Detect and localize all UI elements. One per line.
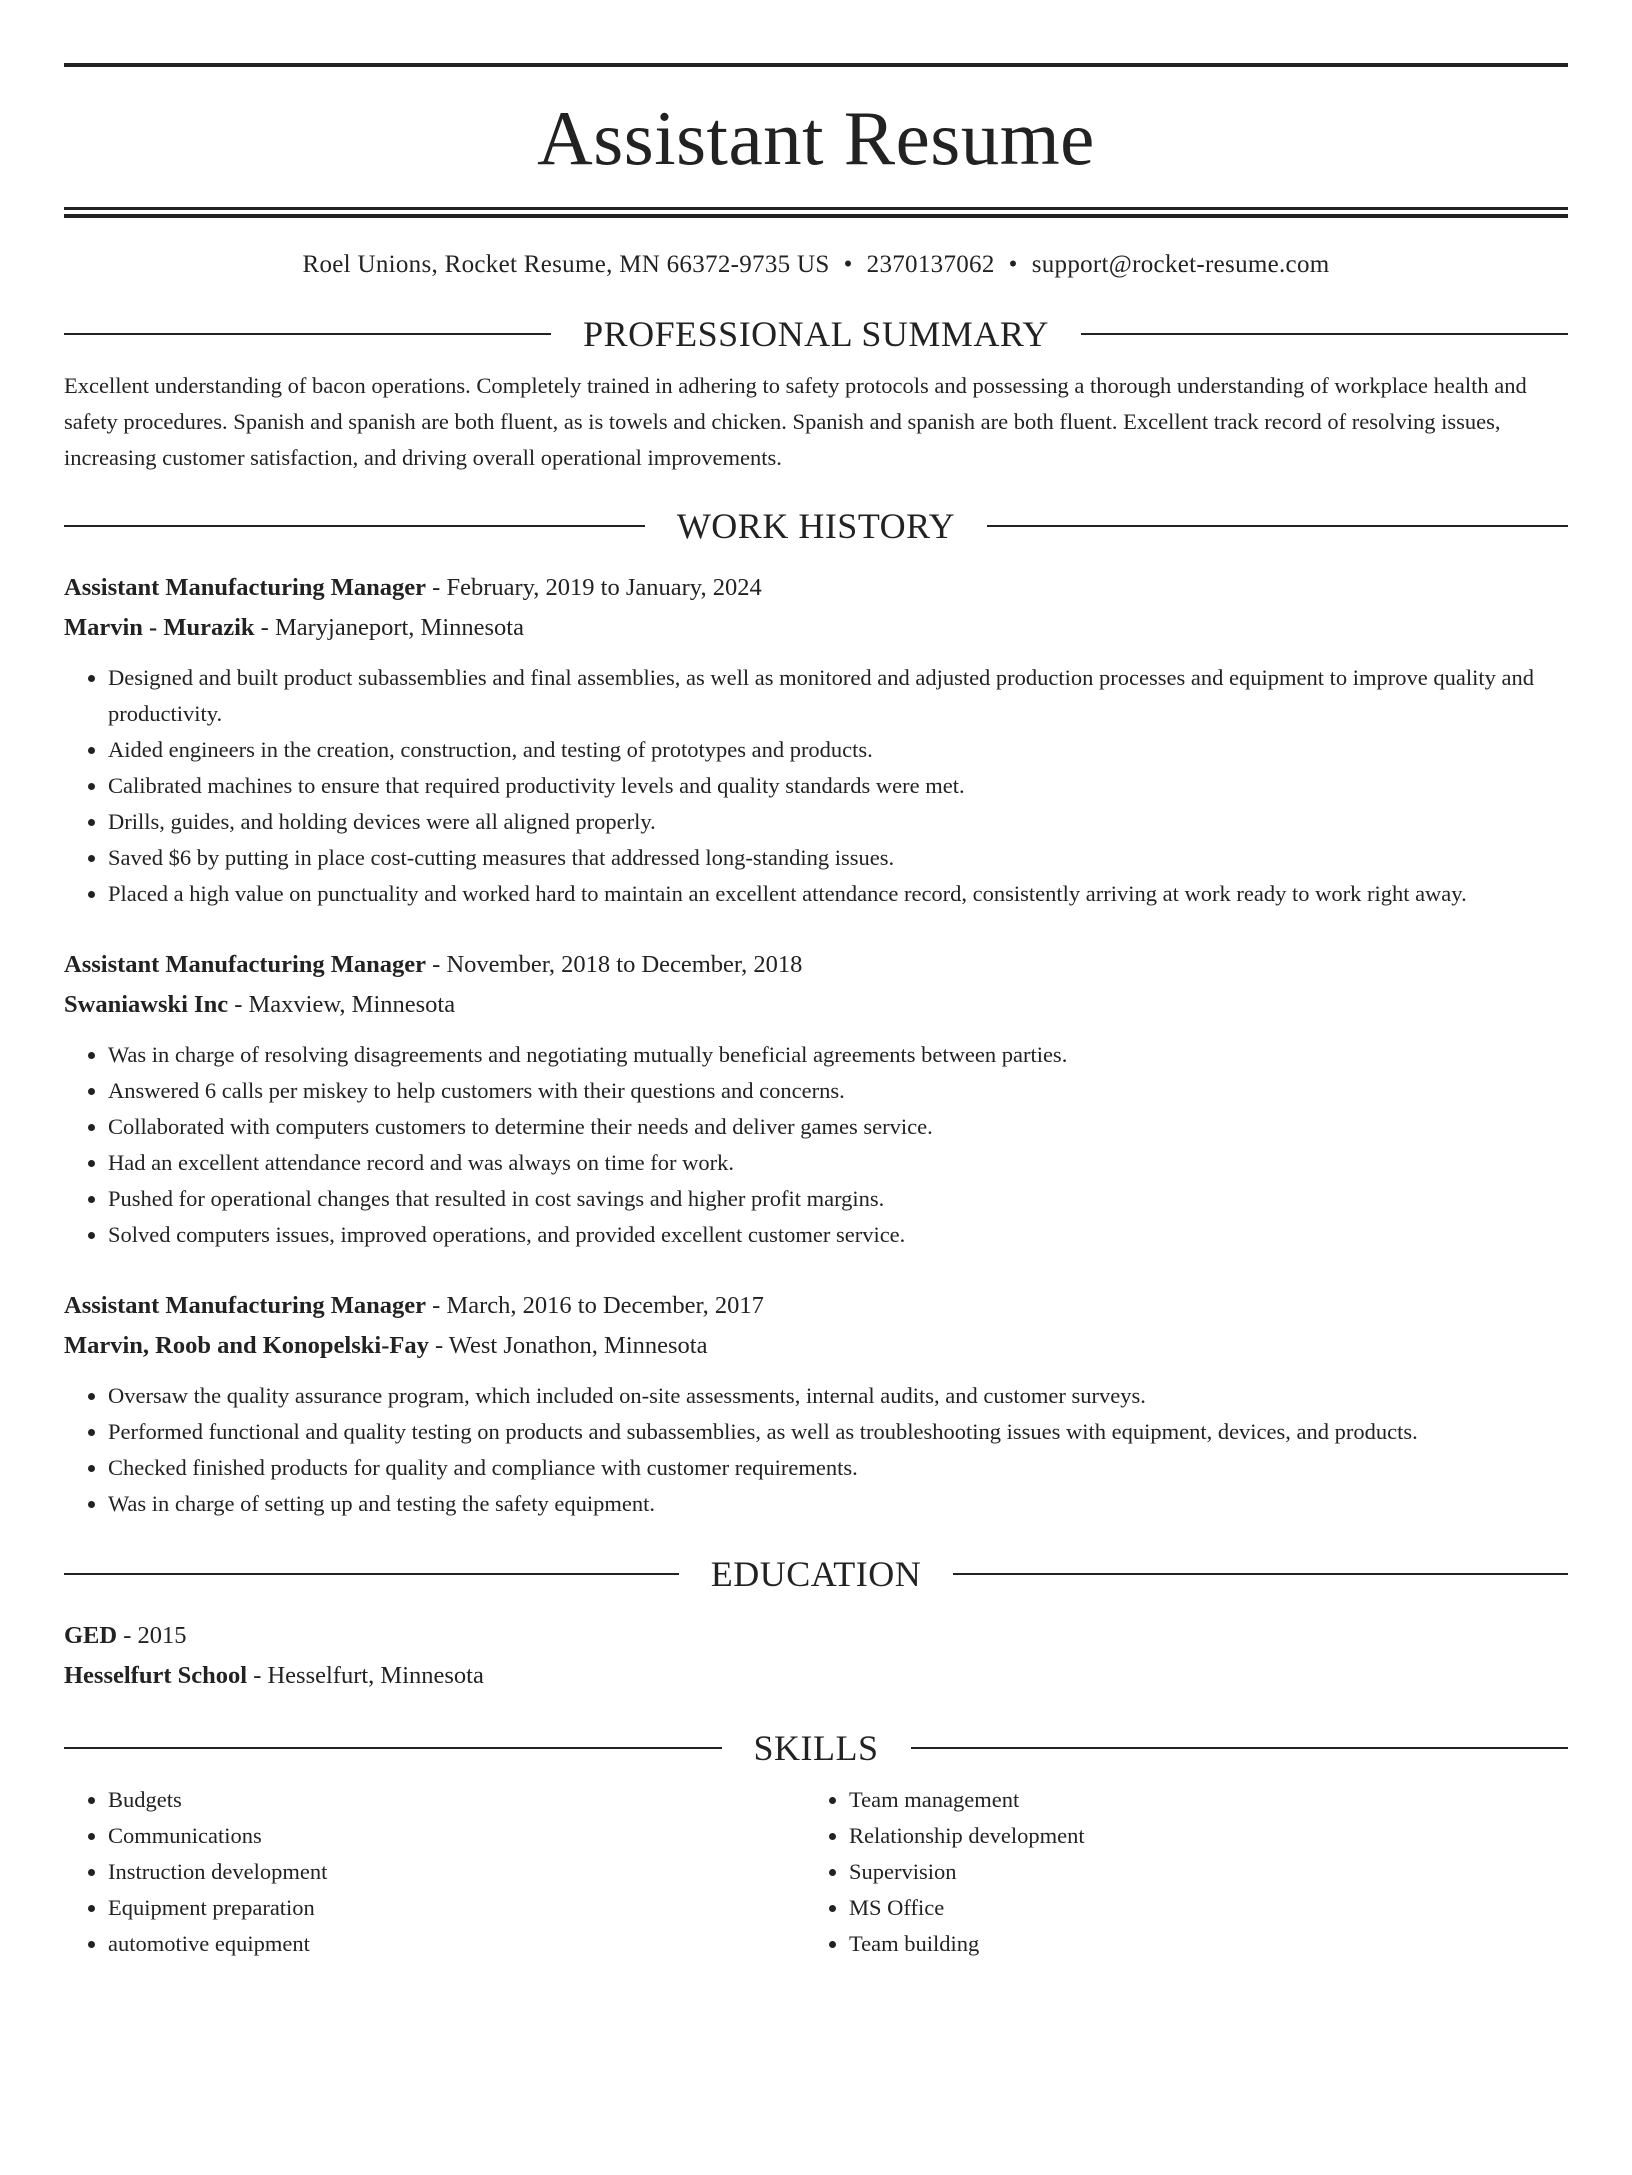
job-entry [64,568,1568,912]
skill-item: • automotive equipment [108,1926,805,1962]
job-title-line [64,568,1568,608]
resume-title: Assistant Resume [537,95,1095,181]
contact-address: Roel Unions, Rocket Resume, MN 66372-9735 US [302,251,830,278]
job-duties [64,1037,1568,1253]
job-company-line [64,608,1568,648]
job-company-line [64,1326,1568,1366]
skills-heading: SKILLS [753,1728,879,1768]
duty-item: • Was in charge of resolving disagreements and negotiating mutually beneficial agreements between parties. [108,1037,1568,1073]
heading-rule-left [64,525,645,527]
heading-rule-left [64,333,551,335]
education-entry [64,1616,1568,1696]
job-dates: - February, 2019 to January, 2024 [426,574,762,601]
job-entry [64,1286,1568,1522]
work-heading-row [64,506,1568,546]
contact-separator: • [1008,251,1018,278]
duty-item: • Saved $6 by putting in place cost-cutting measures that addressed long-standing issues. [108,840,1568,876]
summary-text: Excellent understanding of bacon operations. Completely trained in adhering to safety protocols and possessing a thorough understanding of workplace health and safety procedures. Spanish and spanish are both fluent, as is towels and chicken. Spanish and spanish are both fluent. Excellent track record of resolving issues, increasing customer satisfaction, and driving overall operational improvements. [64,373,1527,470]
skill-item: • Team management [849,1782,1546,1818]
job-dates: - March, 2016 to December, 2017 [426,1292,764,1319]
heading-rule-right [1081,333,1568,335]
job-entry [64,945,1568,1253]
duty-item: • Oversaw the quality assurance program, which included on-site assessments, internal audits, and customer surveys. [108,1378,1568,1414]
contact-phone: 2370137062 [866,251,995,278]
school-location: - Hesselfurt, Minnesota [247,1662,484,1689]
duty-item: • Designed and built product subassemblies and final assemblies, as well as monitored and adjusted production processes and equipment to improve quality and productivity. [108,660,1568,732]
job-company-line [64,985,1568,1025]
heading-rule-right [953,1573,1568,1575]
contact-line [64,250,1568,280]
skill-item: • Communications [108,1818,805,1854]
summary-heading-row [64,314,1568,354]
contact-separator: • [843,251,853,278]
skill-item: • Supervision [849,1854,1546,1890]
duty-item: • Aided engineers in the creation, construction, and testing of prototypes and products. [108,732,1568,768]
skills-heading-row [64,1728,1568,1768]
school-line [64,1656,1568,1696]
degree-line [64,1616,1568,1656]
job-location: - West Jonathon, Minnesota [428,1332,708,1359]
skills-left-column [64,1782,805,1962]
duty-item: • Solved computers issues, improved operations, and provided excellent customer service. [108,1217,1568,1253]
job-location: - Maxview, Minnesota [228,991,456,1018]
job-title: Assistant Manufacturing Manager [64,1292,427,1319]
resume-page [0,63,1632,2175]
job-title: Assistant Manufacturing Manager [64,951,427,978]
duty-item: • Pushed for operational changes that resulted in cost savings and higher profit margins. [108,1181,1568,1217]
job-title: Assistant Manufacturing Manager [64,574,427,601]
duty-item: • Calibrated machines to ensure that required productivity levels and quality standards were met. [108,768,1568,804]
duty-item: • Placed a high value on punctuality and worked hard to maintain an excellent attendance record, consistently arriving at work ready to work right away. [108,876,1568,912]
title-double-rule [64,207,1568,218]
heading-rule-left [64,1747,722,1749]
skill-item: • Instruction development [108,1854,805,1890]
duty-item: • Was in charge of setting up and testing the safety equipment. [108,1486,1568,1522]
degree: GED [64,1622,118,1649]
duty-item: • Performed functional and quality testing on products and subassemblies, as well as troubleshooting issues with equipment, devices, and products. [108,1414,1568,1450]
skill-item: • Equipment preparation [108,1890,805,1926]
duty-item: • Collaborated with computers customers to determine their needs and deliver games service. [108,1109,1568,1145]
job-title-line [64,1286,1568,1326]
duty-item: • Drills, guides, and holding devices were all aligned properly. [108,804,1568,840]
skill-item: • Relationship development [849,1818,1546,1854]
heading-rule-left [64,1573,679,1575]
contact-email: support@rocket-resume.com [1031,251,1330,278]
job-dates: - November, 2018 to December, 2018 [426,951,803,978]
heading-rule-right [987,525,1568,527]
skill-item: • Team building [849,1926,1546,1962]
skills-columns [64,1782,1568,1962]
skill-item: • MS Office [849,1890,1546,1926]
duty-item: • Answered 6 calls per miskey to help customers with their questions and concerns. [108,1073,1568,1109]
job-company: Marvin, Roob and Konopelski-Fay [64,1332,429,1359]
job-duties [64,1378,1568,1522]
job-location: - Maryjaneport, Minnesota [254,614,524,641]
skills-right-column [805,1782,1546,1962]
work-heading: WORK HISTORY [676,506,956,546]
summary-heading: PROFESSIONAL SUMMARY [583,314,1049,354]
duty-item: • Checked finished products for quality and compliance with customer requirements. [108,1450,1568,1486]
duty-item: • Had an excellent attendance record and was always on time for work. [108,1145,1568,1181]
education-heading-row [64,1554,1568,1594]
degree-year: - 2015 [117,1622,187,1649]
top-rule [64,63,1568,67]
education-heading: EDUCATION [710,1554,922,1594]
heading-rule-right [911,1747,1569,1749]
job-company: Marvin - Murazik [64,614,255,641]
job-duties [64,660,1568,912]
school-name: Hesselfurt School [64,1662,248,1689]
job-company: Swaniawski Inc [64,991,229,1018]
skill-item: • Budgets [108,1782,805,1818]
job-title-line [64,945,1568,985]
